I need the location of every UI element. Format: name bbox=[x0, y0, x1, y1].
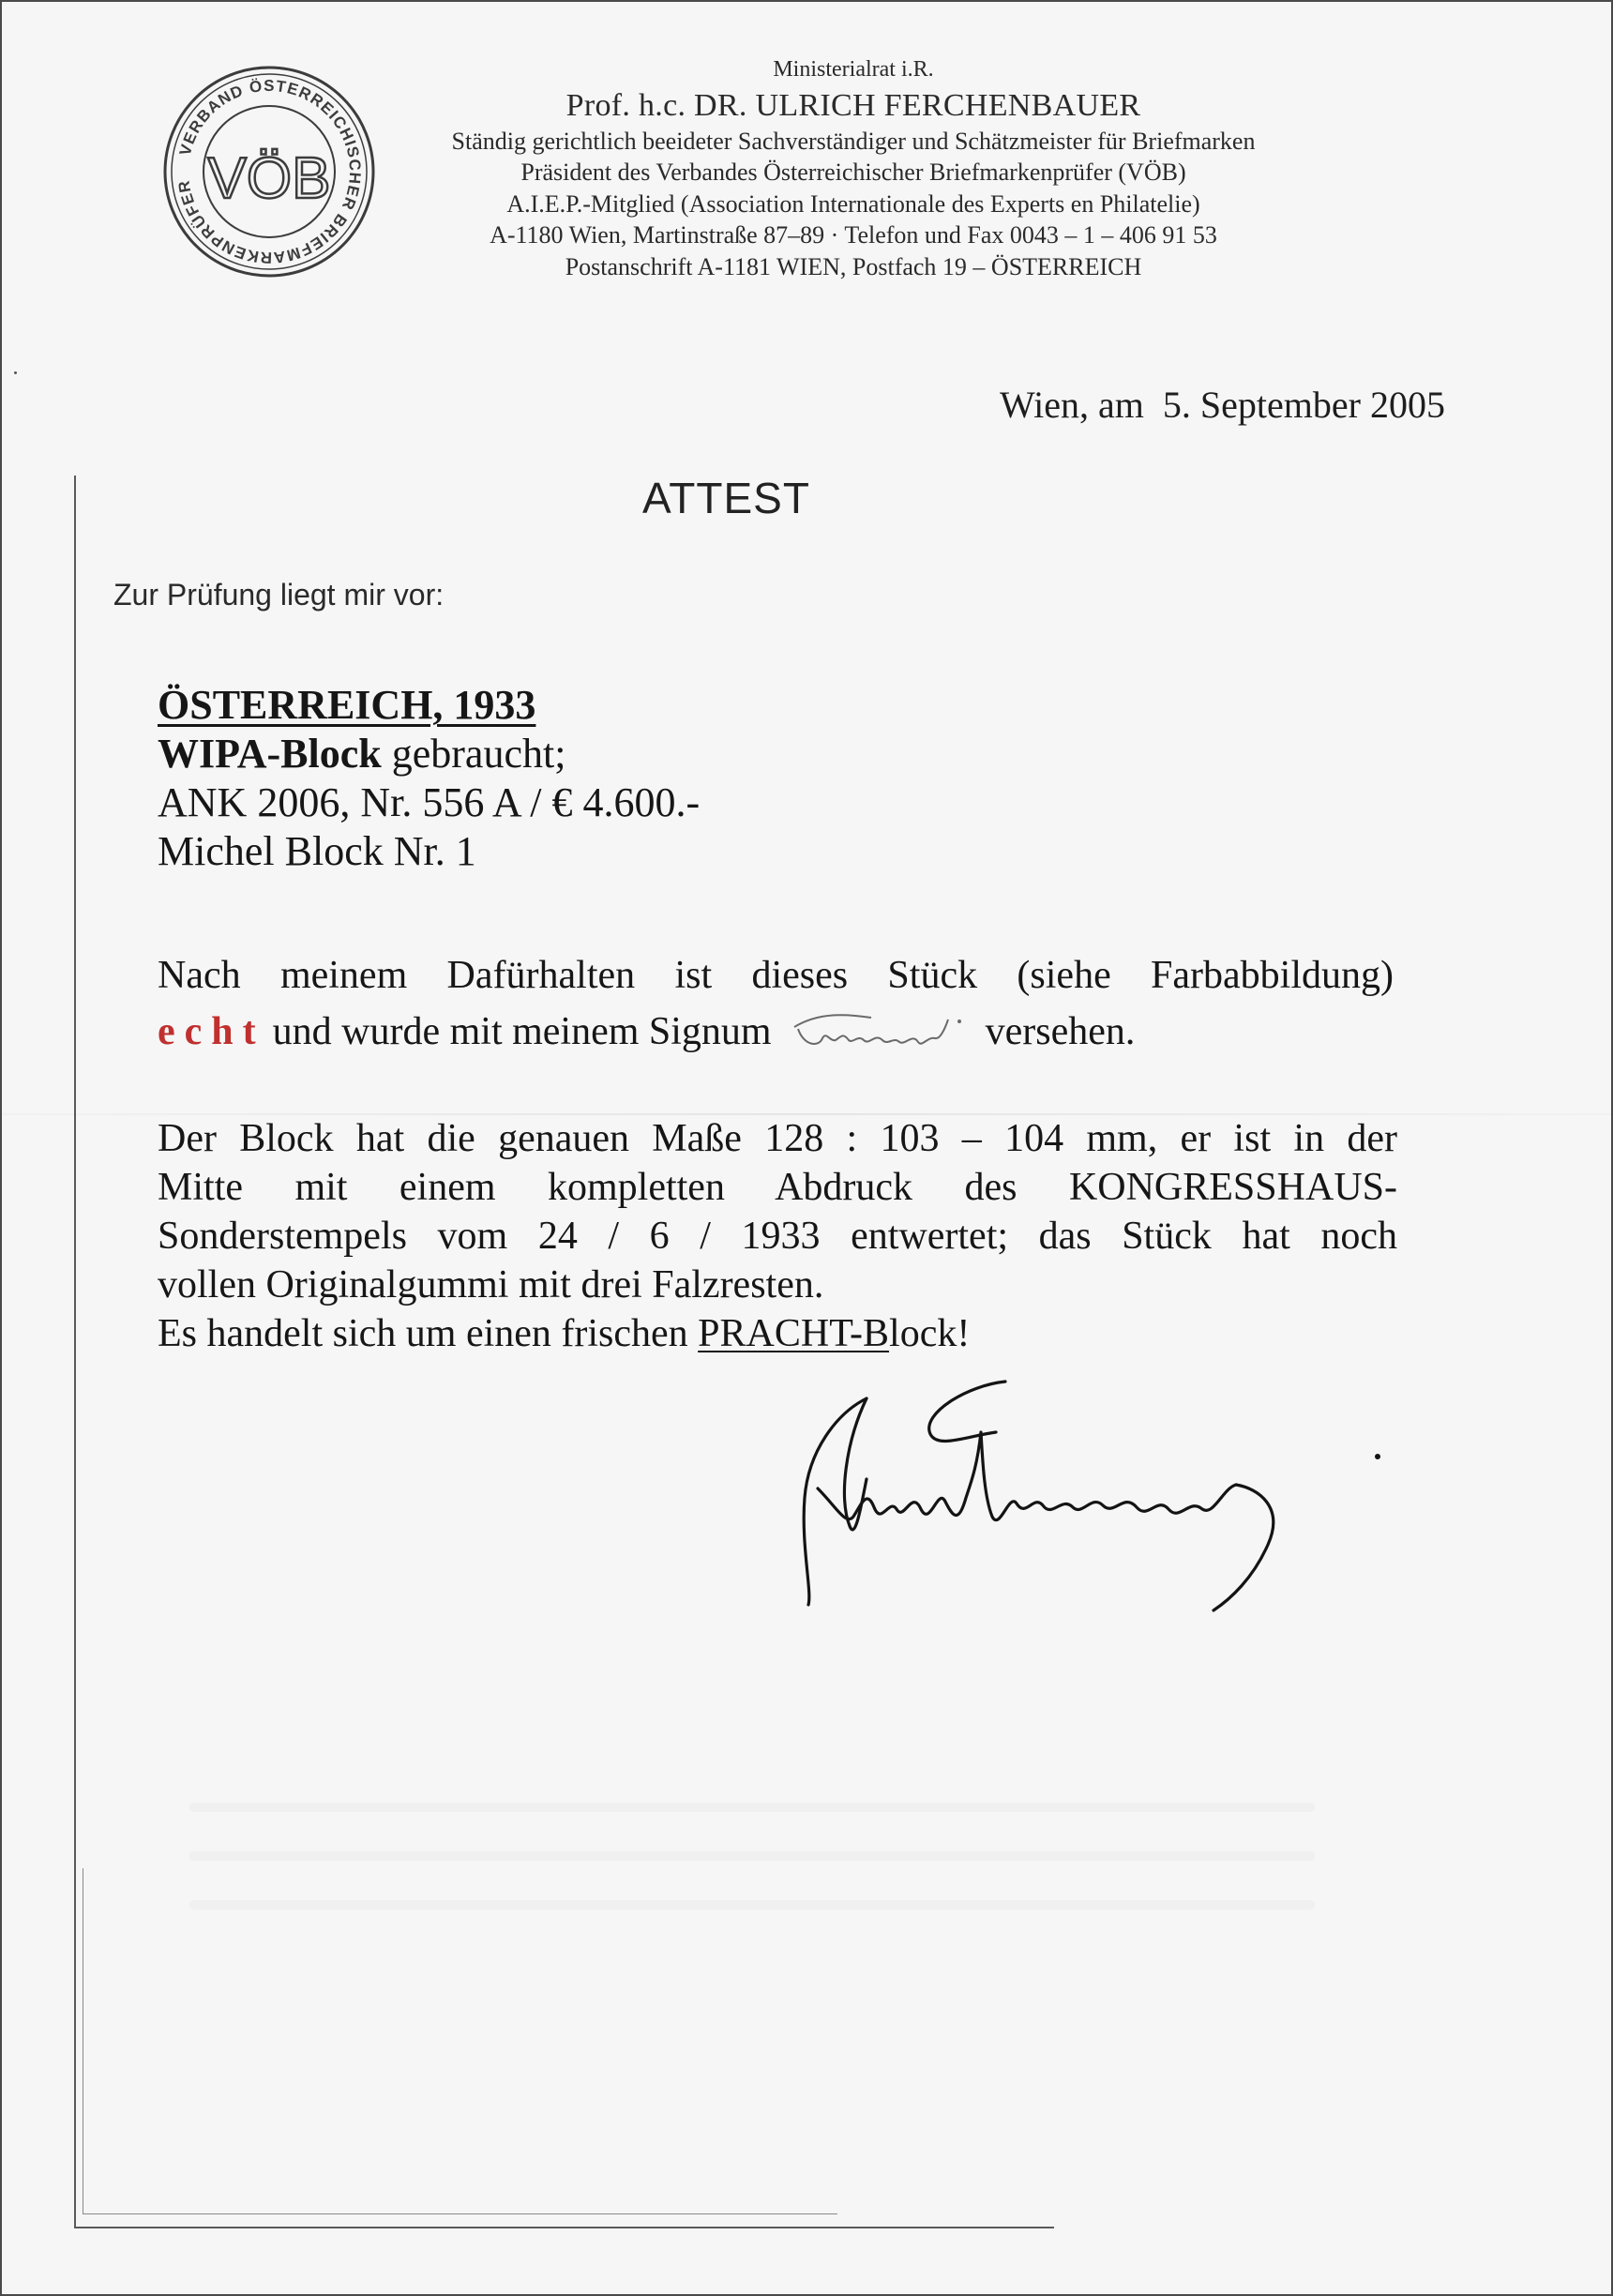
bleed-through-shade bbox=[189, 1851, 1315, 1861]
verdict-echt: echt bbox=[158, 1010, 265, 1053]
document-title: ATTEST bbox=[642, 474, 810, 522]
opinion-signum-text: und wurde mit meinem Signum bbox=[272, 1010, 772, 1053]
description-line-2: Mitte mit einem kompletten Abdruck des KONGRESSHAUS- bbox=[158, 1166, 1397, 1209]
block-line bbox=[158, 730, 700, 778]
description-line-5 bbox=[158, 1309, 1397, 1358]
letterhead-address: A-1180 Wien, Martinstraße 87–89 · Telefon und Fax 0043 – 1 – 406 91 53 bbox=[490, 221, 1217, 249]
country-year: ÖSTERREICH, 1933 bbox=[158, 682, 536, 728]
handwritten-signature bbox=[780, 1376, 1418, 1620]
item-description bbox=[158, 681, 700, 876]
date-line: Wien, am 5. September 2005 bbox=[1000, 384, 1445, 426]
pracht-emphasis: PRACHT-B bbox=[698, 1312, 890, 1355]
letterhead-name: Prof. h.c. DR. ULRICH FERCHENBAUER bbox=[565, 87, 1141, 123]
description-line-4: vollen Originalgummi mit drei Falzresten. bbox=[158, 1263, 824, 1307]
intro-text: Zur Prüfung liegt mir vor: bbox=[113, 578, 445, 612]
svg-text:VÖB: VÖB bbox=[207, 146, 331, 211]
inner-margin-line-horizontal bbox=[83, 2213, 837, 2214]
stray-mark bbox=[14, 371, 17, 374]
letterhead-role: Ständig gerichtlich beeideter Sachverständiger und Schätzmeister für Briefmarken bbox=[451, 127, 1256, 155]
description-line-5-post: lock! bbox=[889, 1312, 971, 1355]
margin-line-vertical bbox=[74, 476, 76, 2228]
description-paragraph bbox=[158, 1114, 1397, 1358]
description-line-1: Der Block hat die genauen Maße 128 : 103 – 104 mm, er ist in der bbox=[158, 1117, 1397, 1160]
letterhead-president: Präsident des Verbandes Österreichischer Briefmarkenprüfer (VÖB) bbox=[520, 159, 1186, 186]
block-name: WIPA-Block bbox=[158, 731, 382, 777]
opinion-end-text: versehen. bbox=[985, 1010, 1136, 1053]
letterhead-membership: A.I.E.P.-Mitglied (Association Internationale des Experts en Philatelie) bbox=[506, 189, 1200, 218]
svg-text:VERBAND ÖSTERREICHISCHER BRIEF: VERBAND ÖSTERREICHISCHER BRIEFMARKENPRÜFER bbox=[174, 76, 365, 267]
margin-line-horizontal bbox=[74, 2227, 1054, 2228]
catalog-michel: Michel Block Nr. 1 bbox=[158, 828, 476, 874]
opinion-line-2 bbox=[158, 1004, 1395, 1060]
catalog-ank: ANK 2006, Nr. 556 A / € 4.600.- bbox=[158, 779, 701, 825]
description-line-3: Sonderstempels vom 24 / 6 / 1933 entwertet; das Stück hat noch bbox=[158, 1215, 1397, 1258]
block-condition: gebraucht; bbox=[381, 731, 566, 777]
bleed-through-shade bbox=[189, 1900, 1315, 1910]
signum-mark-icon bbox=[781, 1008, 978, 1053]
letterhead bbox=[384, 54, 1322, 282]
letterhead-postal-address: Postanschrift A-1181 WIEN, Postfach 19 – ÖSTERREICH bbox=[565, 252, 1142, 280]
letterhead-rank: Ministerialrat i.R. bbox=[773, 57, 934, 82]
opinion-line-1: Nach meinem Dafürhalten ist dieses Stück (siehe Farbabbildung) bbox=[158, 954, 1394, 997]
voeb-seal-logo bbox=[161, 64, 377, 279]
bleed-through-shade bbox=[189, 1803, 1315, 1812]
opinion-paragraph bbox=[158, 947, 1395, 1060]
description-line-5-pre: Es handelt sich um einen frischen bbox=[158, 1312, 699, 1355]
